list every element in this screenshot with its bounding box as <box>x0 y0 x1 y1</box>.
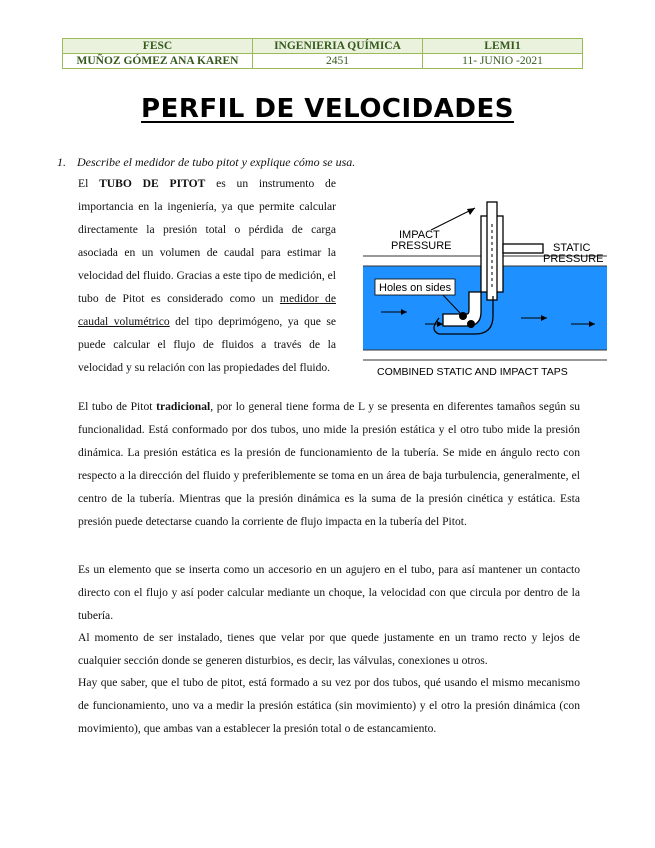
question <box>57 155 355 170</box>
header-career: INGENIERIA QUÍMICA <box>253 39 423 54</box>
paragraph-4: Al momento de ser instalado, tienes que velar por que quede justamente en un tramo recto y lejos de cualquier sección donde se generen disturbios, es decir, las válvulas, conexiones u otros. <box>78 631 580 667</box>
header-table <box>62 38 583 69</box>
holes-label: Holes on sides <box>379 282 452 294</box>
para2-lead: El tubo de Pitot <box>78 400 153 413</box>
static-label-2: PRESSURE <box>543 253 604 265</box>
header-institution: FESC <box>63 39 253 54</box>
static-label-1: STATIC <box>553 242 591 254</box>
intro-term: TUBO DE PITOT <box>99 177 206 190</box>
static-port <box>503 244 543 253</box>
header-course: LEMI1 <box>423 39 583 54</box>
paragraph-3: Es un elemento que se inserta como un accesorio en un agujero en el tubo, para así mantener un contacto directo con el flujo y así poder calcular mediante un choque, la velocidad con que circula por dentro de la tubería. <box>78 563 580 622</box>
question-number: 1. <box>57 155 66 169</box>
paragraph-5: Hay que saber, que el tubo de pitot, está formado a su vez por dos tubos, qué usando el mismo mecanismo de funcionamiento, uno va a medir la presión estática (sin movimiento) y el otro la presión dinámica (con movimiento), que ambas van a establecer la presión total o de estancamiento. <box>78 676 580 735</box>
header-date: 11- JUNIO -2021 <box>423 54 583 69</box>
para2-term: tradicional <box>156 400 211 413</box>
impact-label-2: PRESSURE <box>391 240 452 252</box>
question-text: Describe el medidor de tubo pitot y explique cómo se usa. <box>77 155 356 169</box>
header-group: 2451 <box>253 54 423 69</box>
intro-paragraph <box>78 172 336 379</box>
page-title: PERFIL DE VELOCIDADES <box>141 94 514 124</box>
impact-label-1: IMPACT <box>399 229 440 241</box>
header-student: MUÑOZ GÓMEZ ANA KAREN <box>63 54 253 69</box>
pitot-tube-figure <box>363 200 607 382</box>
intro-text-b: del tipo deprimógeno, ya que se puede calcular el flujo de fluidos a través de la velocidad y su relación con las propiedades del fluido. <box>78 315 336 374</box>
intro-lead: El <box>78 177 89 190</box>
para2-text: , por lo general tiene forma de L y se presenta en diferentes tamaños según su funcionalidad. Está conformado por dos tubos, uno mide la presión estática y el otro tubo mide la presión dinámica. La presión estática es la presión de funcionamiento de la tubería. Se mide en ángulo recto con respecto a la dirección del fluido y preferiblemente se toma en un área de baja turbulencia, generalmente, el centro de la tubería. Mientras que la presión dinámica es la suma de la presión cinética y estática. Esta presión puede detectarse cuando la corriente de flujo impacta en la tubería del Pitot. <box>78 400 581 528</box>
figure-caption: COMBINED STATIC AND IMPACT TAPS <box>377 366 568 378</box>
intro-text-a: es un instrumento de importancia en la ingeniería, ya que permite calcular directamente la presión total o pérdida de carga asociada en un volumen de caudal para estimar la velocidad del fluido. Gracias a este tipo de medición, el tubo de Pitot es considerado como un <box>78 177 336 305</box>
intro-link[interactable]: medidor de caudal volumétrico <box>78 292 336 328</box>
paragraph-2 <box>78 395 580 533</box>
